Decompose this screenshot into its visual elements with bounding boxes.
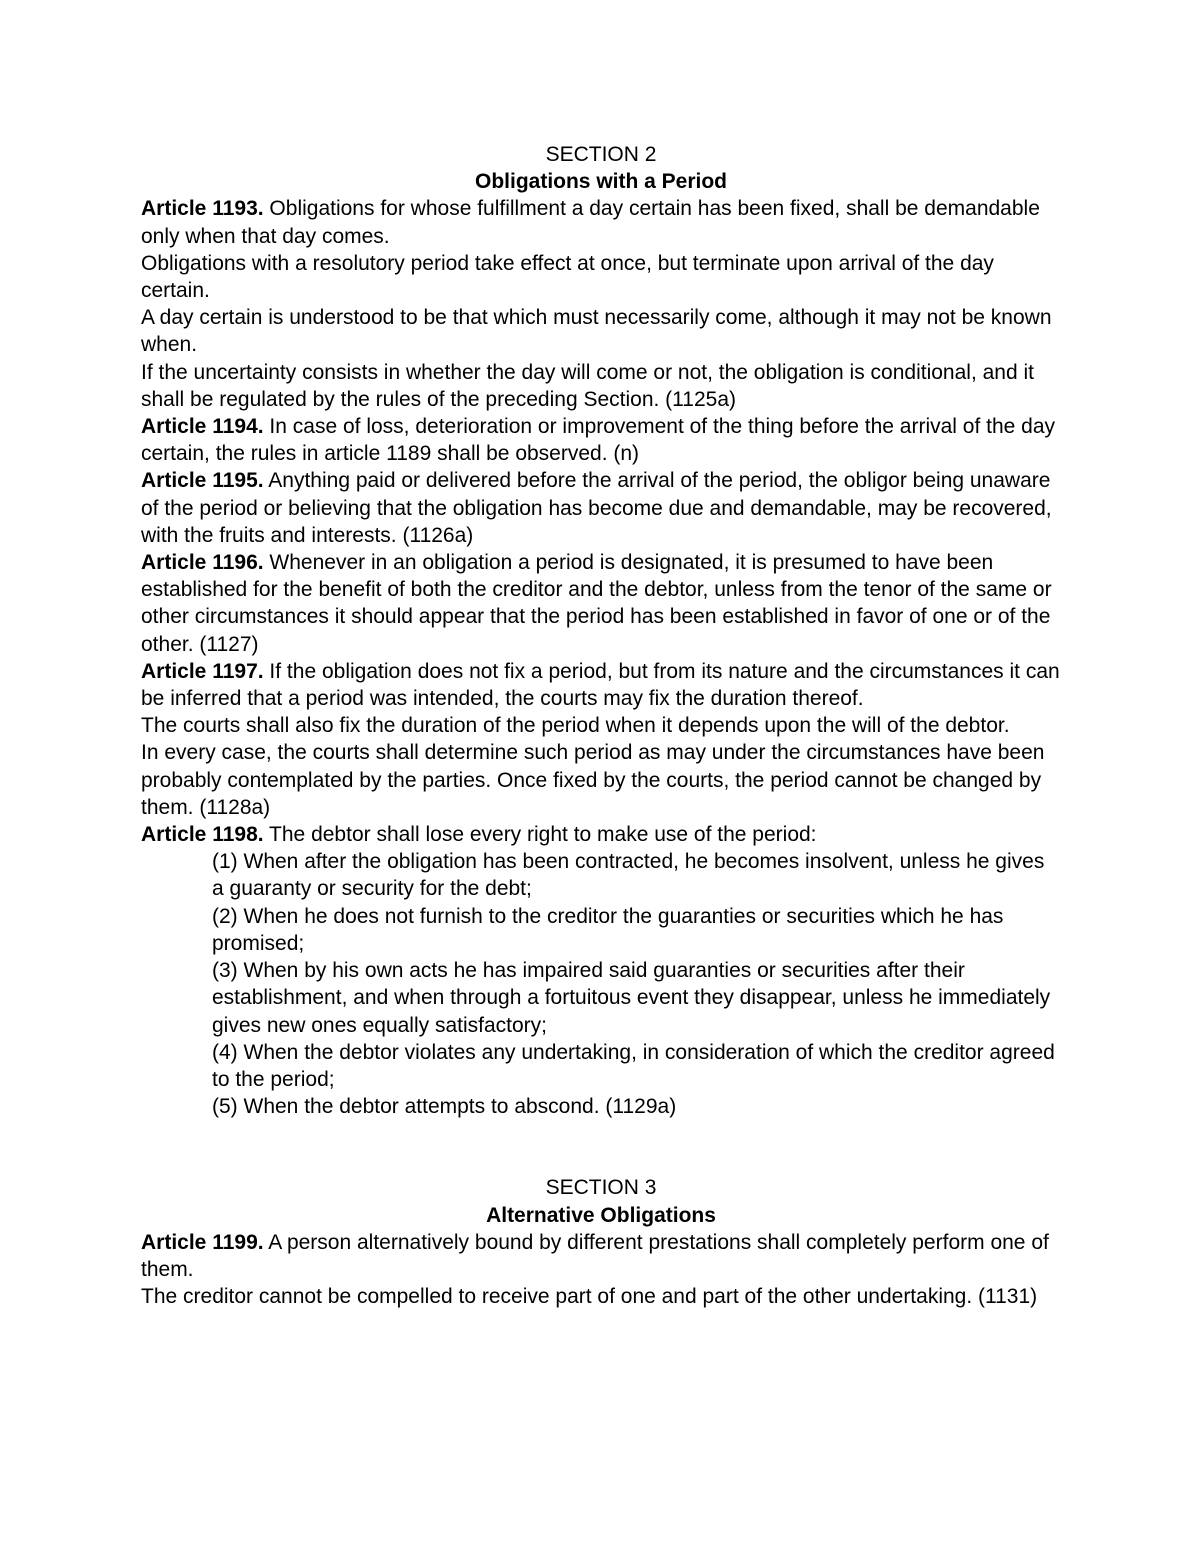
article-1196-label: Article 1196. [141, 551, 264, 575]
article-1198-label: Article 1198. [141, 823, 264, 847]
article-1193-paragraph-2: Obligations with a resolutory period take effect at once, but terminate upon arrival of the day certain. [141, 251, 994, 303]
article-1193-paragraph-4: If the uncertainty consists in whether the day will come or not, the obligation is conditional, and it shall be regulated by the rules of the preceding Section. (1125a) [141, 360, 1034, 411]
article-1197-paragraph [141, 658, 1061, 712]
section-3-number: SECTION 3 [545, 1176, 657, 1200]
article-1198-text: The debtor shall lose every right to make use of the period: [263, 823, 817, 847]
article-1197-paragraph-3: In every case, the courts shall determine such period as may under the circumstances have been probably contemplated by the parties. Once fixed by the courts, the period cannot be changed by them. (1128a) [141, 741, 1045, 819]
section-2-number: SECTION 2 [545, 143, 657, 166]
section-3-title: Alternative Obligations [486, 1203, 716, 1227]
article-1193-text: Obligations for whose fulfillment a day certain has been fixed, shall be demandable only when that day comes. [141, 197, 1040, 248]
article-1195-text: Anything paid or delivered before the arrival of the period, the obligor being unaware of the period or believing that the obligation has become due and demandable, may be recovered, with the fruits and interests. (1126a) [141, 469, 1052, 547]
article-1196-text: Whenever in an obligation a period is designated, it is presumed to have been established for the benefit of both the creditor and the debtor, unless from the tenor of the same or other circumstances it should appear that the period has been established in favor of one or of the other. (1127) [141, 551, 1052, 656]
article-1193-label: Article 1193. [141, 197, 264, 221]
article-1199-text: A person alternatively bound by different prestations shall completely perform one of them. [141, 1230, 1049, 1281]
article-1199-label: Article 1199. [141, 1230, 264, 1254]
article-1193-paragraph-3: A day certain is understood to be that which must necessarily come, although it may not be known when. [141, 306, 1052, 357]
list-item: (1) When after the obligation has been contracted, he becomes insolvent, unless he gives a guaranty or security for the debt; [212, 850, 1045, 901]
article-1196-paragraph [141, 549, 1061, 658]
article-1194-label: Article 1194. [141, 415, 264, 439]
list-item: (3) When by his own acts he has impaired said guaranties or securities after their establishment, and when through a fortuitous event they disappear, unless he immediately gives new ones equally satisfactory; [212, 959, 1051, 1037]
article-1197-text: If the obligation does not fix a period, but from its nature and the circumstances it can be inferred that a period was intended, the courts may fix the duration thereof. [141, 659, 1060, 711]
article-1197-label: Article 1197. [141, 659, 264, 683]
article-1194-paragraph [141, 413, 1061, 467]
article-1197-paragraph-2: The courts shall also fix the duration of the period when it depends upon the will of the debtor. [141, 714, 1010, 738]
list-item: (2) When he does not furnish to the creditor the guaranties or securities which he has promised; [212, 904, 1004, 955]
section-spacer [141, 1120, 1061, 1174]
article-1194-text: In case of loss, deterioration or improvement of the thing before the arrival of the day certain, the rules in article 1189 shall be observed. (n) [141, 415, 1056, 466]
section-2-title: Obligations with a Period [474, 170, 728, 194]
article-1195-paragraph [141, 467, 1061, 549]
article-1199-paragraph-2: The creditor cannot be compelled to receive part of one and part of the other undertaking. (1131) [141, 1285, 1038, 1309]
list-item: (4) When the debtor violates any undertaking, in consideration of which the creditor agreed to the period; [212, 1040, 1055, 1091]
article-1198-paragraph [141, 821, 1061, 848]
article-1193-paragraph [141, 195, 1061, 249]
article-1199-paragraph [141, 1229, 1061, 1283]
article-1195-label: Article 1195. [141, 469, 264, 493]
list-item: (5) When the debtor attempts to abscond. (1129a) [212, 1095, 677, 1119]
document-page [141, 141, 1061, 1310]
